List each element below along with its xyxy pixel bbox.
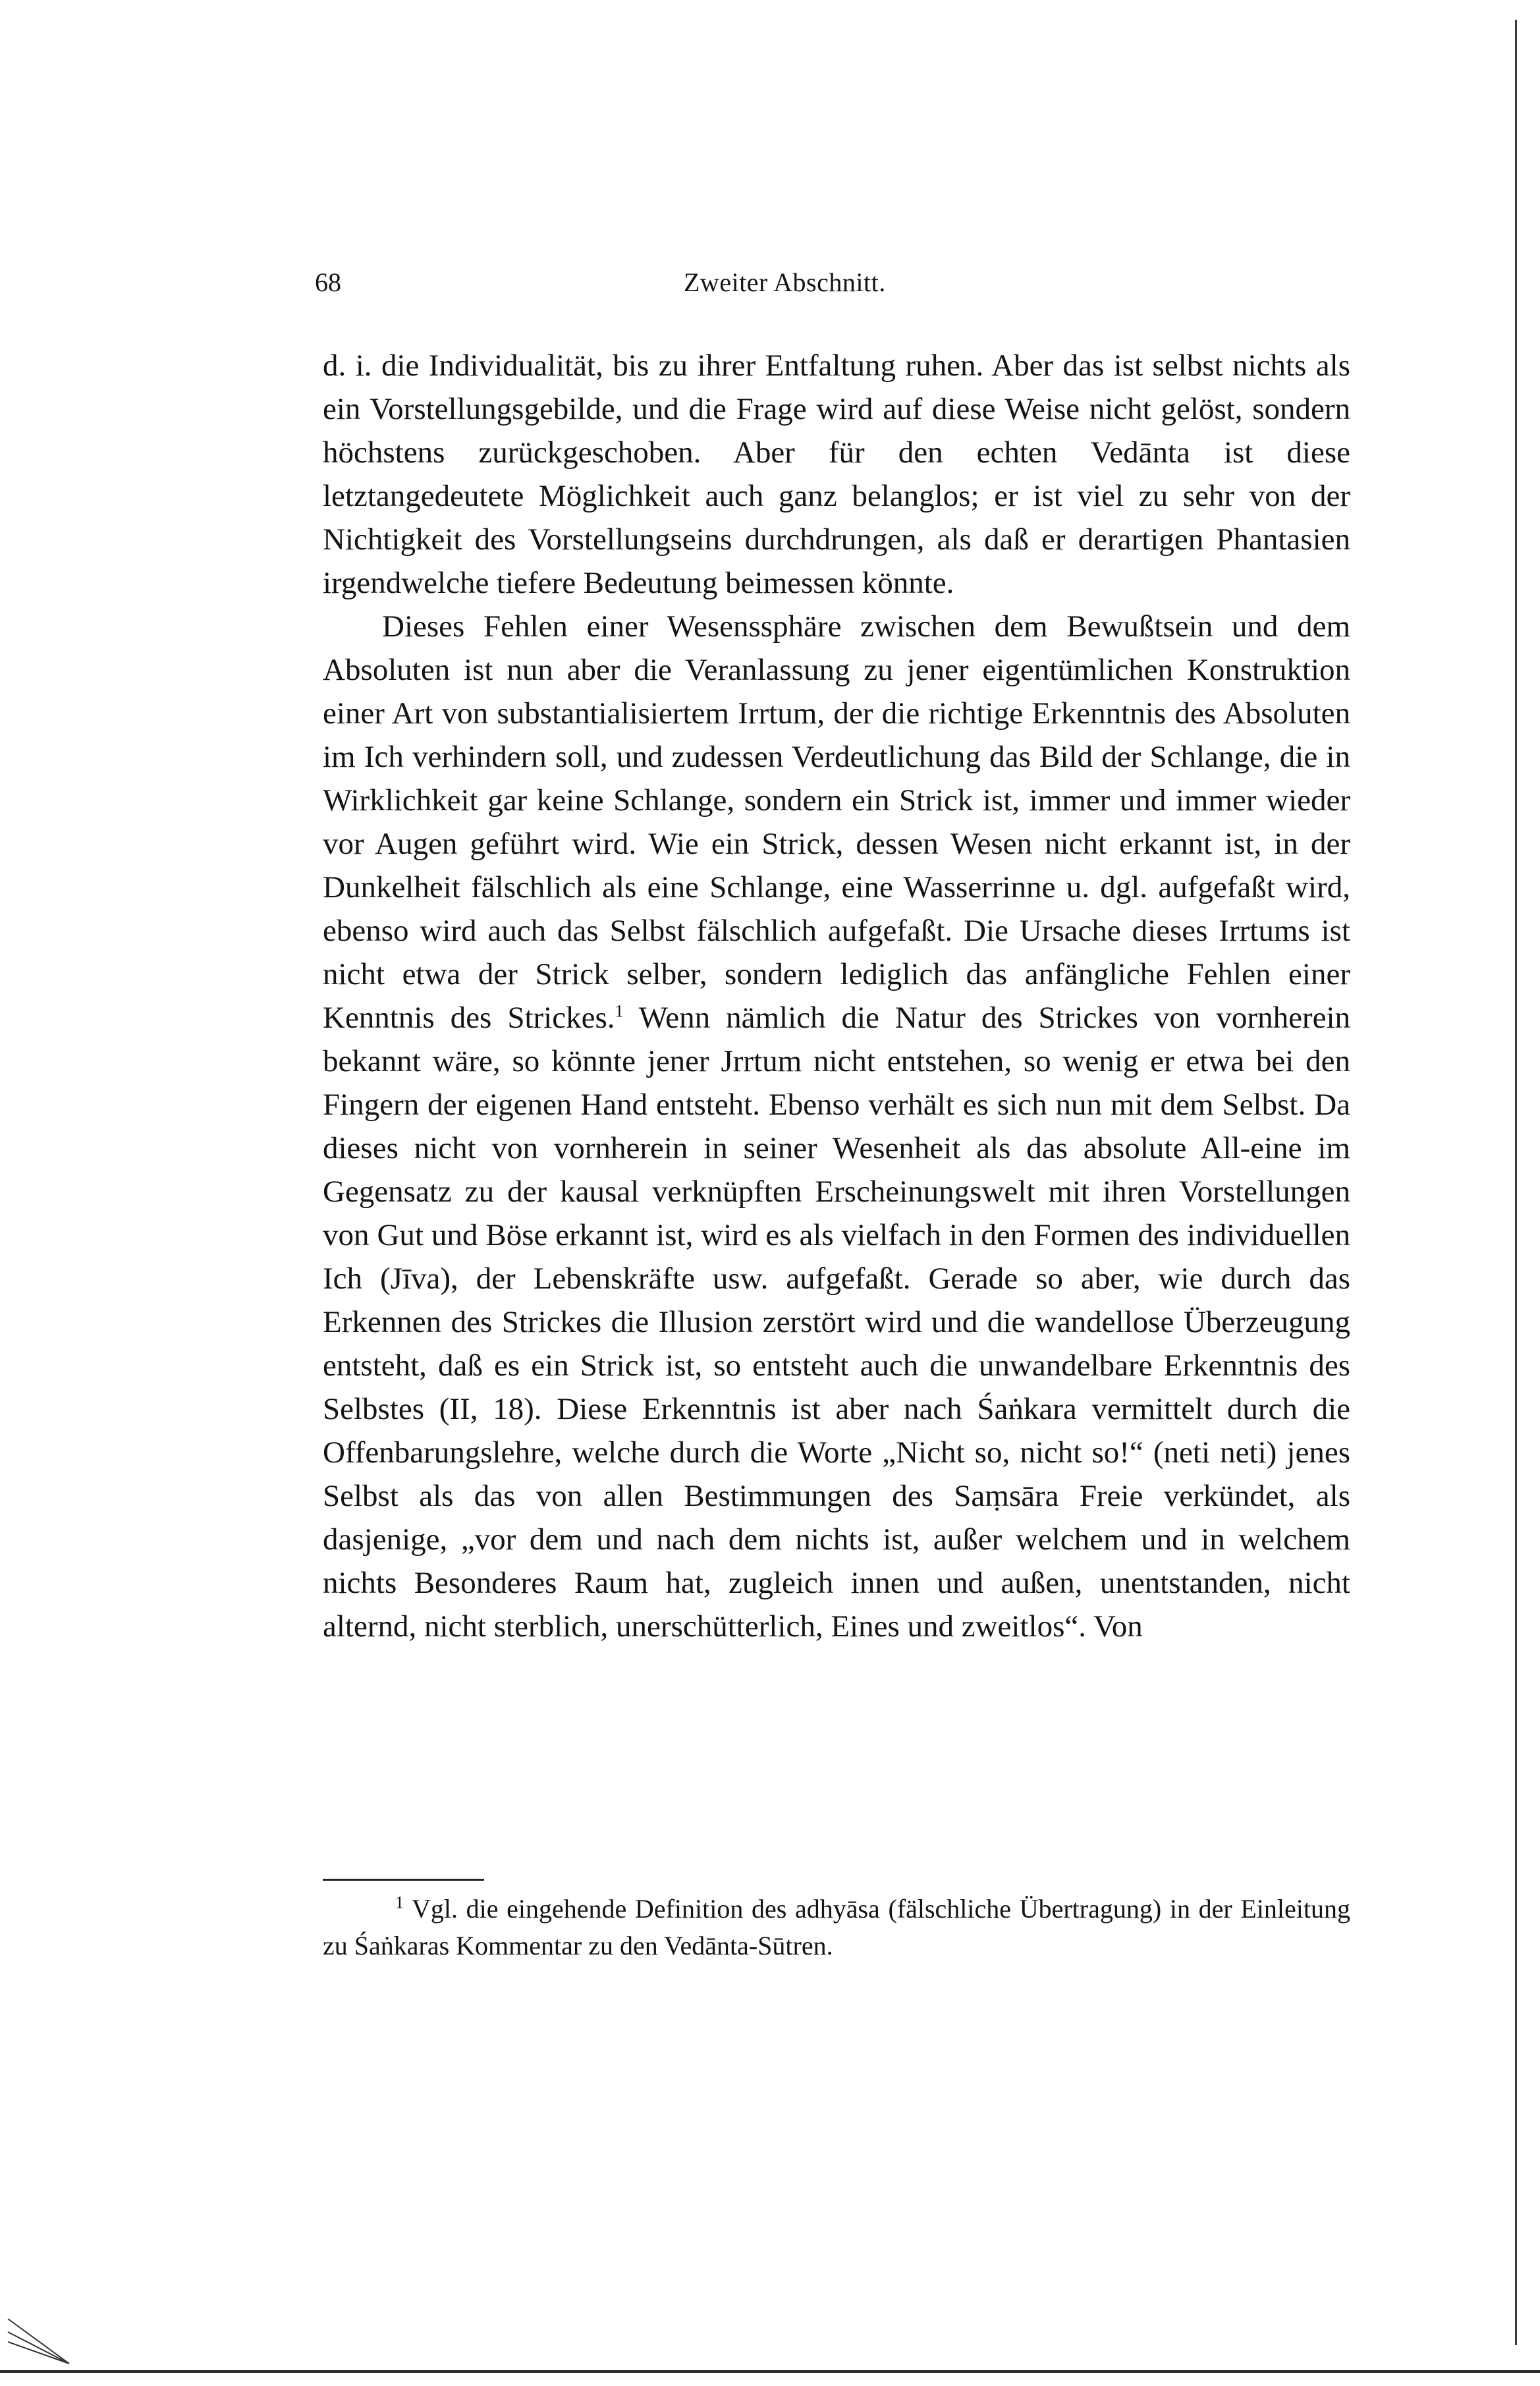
running-title: Zweiter Abschnitt. xyxy=(684,267,886,297)
footnote-reference[interactable]: 1 xyxy=(615,1001,624,1021)
page-edge-bottom xyxy=(0,2370,1540,2373)
footnote-rule xyxy=(323,1879,484,1881)
paragraph-1: d. i. die Individualität, bis zu ihrer Entfaltung ruhen. Aber das ist selbst nichts als ein Vorstellungsgebilde, und die Frage wird auf diese Weise nicht gelöst, sondern höchstens zurückgeschoben. Aber für den echten Vedānta ist diese letztangedeutete Möglichkeit auch ganz belanglos; er ist viel zu sehr von der Nichtigkeit des Vorstellungseins durchdrungen, als daß er derartigen Phantasien irgendwelche tiefere Bedeutung beimessen könnte. xyxy=(323,348,1350,600)
paragraph-2-part-1: Dieses Fehlen einer Wesenssphäre zwischen dem Bewußtsein und dem Absoluten ist nun aber die Veranlassung zu jener eigentümlichen Konstruktion einer Art von substantialisiertem Irrtum, der die richtige Erkenntnis des Absoluten im Ich verhindern soll, und zudessen Verdeutlichung das Bild der Schlange, die in Wirklichkeit gar keine Schlange, sondern ein Strick ist, immer und immer wieder vor Augen geführt wird. Wie ein Strick, dessen Wesen nicht erkannt ist, in der Dunkelheit fälschlich als eine Schlange, eine Wasserrinne u. dgl. aufgefaßt wird, ebenso wird auch das Selbst fälschlich aufgefaßt. Die Ursache dieses Irrtums ist nicht etwa der Strick selber, sondern lediglich das anfängliche Fehlen einer Kenntnis des Strickes. xyxy=(323,609,1350,1035)
paragraph-2-part-2: Wenn nämlich die Natur des Strickes von vornherein bekannt wäre, so könnte jener Jrrtum nicht entstehen, so wenig er etwa bei den Fingern der eigenen Hand entsteht. Ebenso verhält es sich nun mit dem Selbst. Da dieses nicht von vornherein in seiner Wesenheit als das absolute All-eine im Gegensatz zu der kausal verknüpften Erscheinungswelt mit ihren Vorstellungen von Gut und Böse erkannt ist, wird es als vielfach in den Formen des individuellen Ich (Jīva), der Lebenskräfte usw. aufgefaßt. Gerade so aber, wie durch das Erkennen des Strickes die Illusion zerstört wird und die wandellose Überzeugung entsteht, daß es ein Strick ist, so entsteht auch die unwandelbare Erkenntnis des Selbstes (II, 18). Diese Erkenntnis ist aber nach Śaṅkara vermittelt durch die Offenbarungslehre, welche durch die Worte „Nicht so, nicht so!“ (neti neti) jenes Selbst als das von allen Bestimmungen des Saṃsāra Freie verkündet, als dasjenige, „vor dem und nach dem nichts ist, außer welchem und in welchem nichts Besonderes Raum hat, zugleich innen und außen, unentstanden, nicht alternd, nicht sterblich, unerschütterlich, Eines und zweitlos“. Von xyxy=(323,1001,1351,1644)
paragraph-2 xyxy=(323,605,1350,1648)
body-text xyxy=(323,344,1350,1648)
scan-corner-mark xyxy=(7,2306,72,2365)
page-number: 68 xyxy=(315,267,341,297)
page-edge-right xyxy=(1515,20,1517,2345)
footnote-marker: 1 xyxy=(395,1893,404,1912)
page-header xyxy=(315,267,1362,306)
footnote-text: Vgl. die eingehende Definition des adhyāsa (fälschliche Übertragung) in der Einleitung zu Śaṅkaras Kommentar zu den Vedānta-Sūtren. xyxy=(323,1894,1350,1960)
footnote xyxy=(323,1891,1350,1964)
